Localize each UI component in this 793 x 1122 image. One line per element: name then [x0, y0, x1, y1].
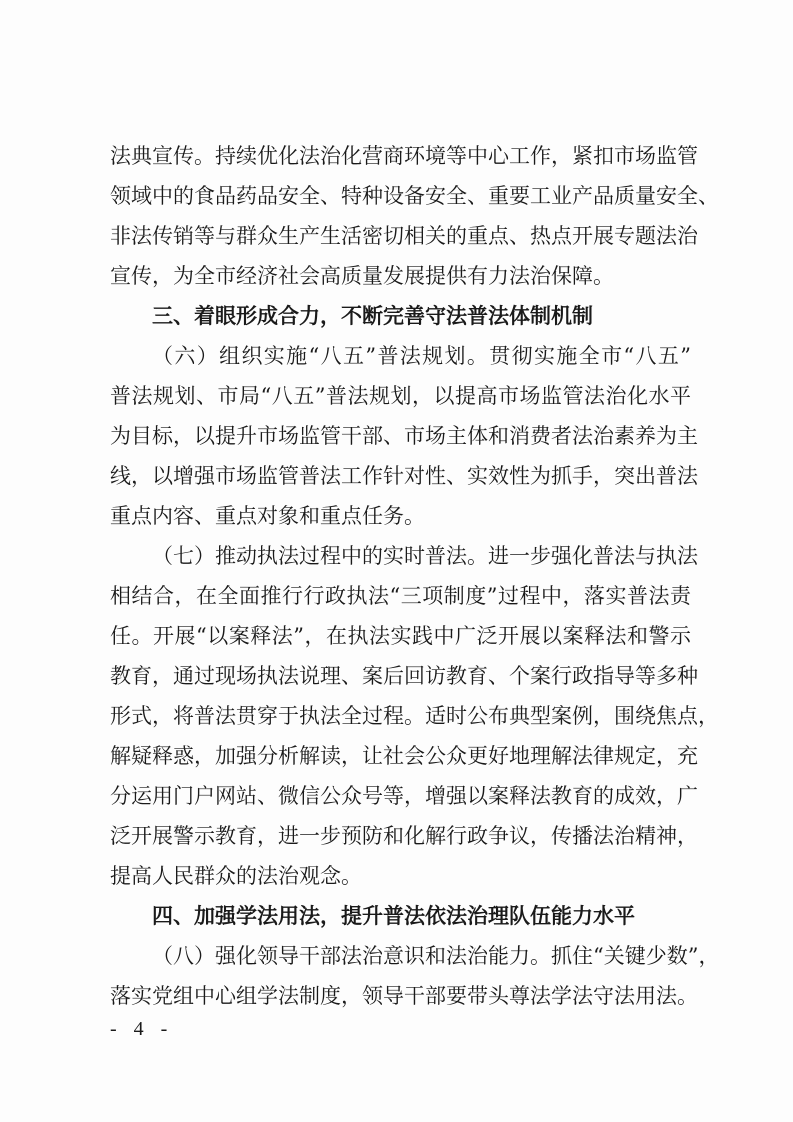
text-line: 形式，将普法贯穿于执法全过程。适时公布典型案例，围绕焦点， [110, 704, 719, 728]
text-line: 相结合，在全面推行行政执法“三项制度”过程中，落实普法责 [110, 584, 691, 608]
text-line: 线，以增强市场监管普法工作针对性、实效性为抓手，突出普法 [110, 464, 698, 488]
section-heading: 四、加强学法用法，提升普法依法治理队伍能力水平 [152, 904, 635, 928]
text-line: 教育，通过现场执法说理、案后回访教育、个案行政指导等多种 [110, 664, 698, 688]
text-line: 泛开展警示教育，进一步预防和化解行政争议，传播法治精神， [110, 824, 698, 848]
text-line: （六）组织实施“八五”普法规划。贯彻实施全市“八五” [152, 344, 691, 368]
text-line: 落实党组中心组学法制度，领导干部要带头尊法学法守法用法。 [110, 984, 698, 1008]
text-line: 为目标，以提升市场监管干部、市场主体和消费者法治素养为主 [110, 424, 698, 448]
text-line: 任。开展“以案释法”，在执法实践中广泛开展以案释法和警示 [110, 624, 691, 648]
page-number: - 4 - [110, 1018, 174, 1040]
text-line: 分运用门户网站、微信公众号等，增强以案释法教育的成效，广 [110, 784, 698, 808]
text-line: 普法规划、市局“八五”普法规划，以提高市场监管法治化水平 [110, 384, 691, 408]
text-line: 领域中的食品药品安全、特种设备安全、重要工业产品质量安全、 [110, 184, 719, 208]
document-body [110, 136, 720, 1016]
text-line: （七）推动执法过程中的实时普法。进一步强化普法与执法 [152, 544, 698, 568]
text-line: 宣传，为全市经济社会高质量发展提供有力法治保障。 [110, 264, 614, 288]
text-line: 解疑释惑，加强分析解读，让社会公众更好地理解法律规定，充 [110, 744, 698, 768]
text-line: 法典宣传。持续优化法治化营商环境等中心工作，紧扣市场监管 [110, 144, 698, 168]
text-line: 提高人民群众的法治观念。 [110, 864, 362, 888]
section-heading: 三、着眼形成合力，不断完善守法普法体制机制 [152, 304, 593, 328]
text-line: 非法传销等与群众生产生活密切相关的重点、热点开展专题法治 [110, 224, 698, 248]
text-line: （八）强化领导干部法治意识和法治能力。抓住“关键少数”， [152, 944, 720, 968]
text-line: 重点内容、重点对象和重点任务。 [110, 504, 425, 528]
